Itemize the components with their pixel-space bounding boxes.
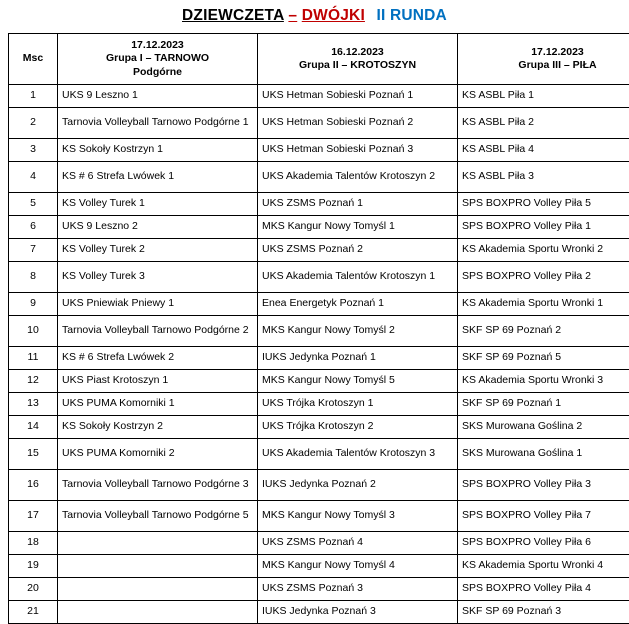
- team-cell-group-1: [58, 601, 258, 624]
- team-cell-group-2: Enea Energetyk Poznań 1: [258, 293, 458, 316]
- team-cell-group-1: Tarnovia Volleyball Tarnowo Podgórne 2: [58, 316, 258, 347]
- team-cell-group-3: SPS BOXPRO Volley Piła 7: [458, 501, 629, 532]
- groups-table: [8, 33, 629, 624]
- table-row: [9, 370, 629, 393]
- row-position: 5: [9, 193, 58, 216]
- team-cell-group-1: Tarnovia Volleyball Tarnowo Podgórne 1: [58, 108, 258, 139]
- title-format: DWÓJKI: [302, 7, 365, 24]
- group-1-date: 17.12.2023: [62, 39, 253, 52]
- team-cell-group-3: KS Akademia Sportu Wronki 2: [458, 239, 629, 262]
- group-3-name: Grupa III – PIŁA: [462, 59, 629, 72]
- table-row: [9, 193, 629, 216]
- group-2-name: Grupa II – KROTOSZYN: [262, 59, 453, 72]
- column-header-group-3: [458, 34, 629, 85]
- team-cell-group-3: SPS BOXPRO Volley Piła 5: [458, 193, 629, 216]
- title-category: DZIEWCZETA: [182, 7, 284, 24]
- team-cell-group-1: [58, 578, 258, 601]
- team-cell-group-2: UKS ZSMS Poznań 1: [258, 193, 458, 216]
- table-row: [9, 555, 629, 578]
- team-cell-group-3: SPS BOXPRO Volley Piła 3: [458, 470, 629, 501]
- column-header-group-1: [58, 34, 258, 85]
- team-cell-group-3: KS Akademia Sportu Wronki 3: [458, 370, 629, 393]
- table-row: [9, 416, 629, 439]
- team-cell-group-2: UKS ZSMS Poznań 3: [258, 578, 458, 601]
- team-cell-group-3: SKF SP 69 Poznań 1: [458, 393, 629, 416]
- team-cell-group-3: KS ASBL Piła 2: [458, 108, 629, 139]
- row-position: 17: [9, 501, 58, 532]
- team-cell-group-1: UKS PUMA Komorniki 2: [58, 439, 258, 470]
- team-cell-group-3: KS Akademia Sportu Wronki 1: [458, 293, 629, 316]
- row-position: 6: [9, 216, 58, 239]
- team-cell-group-3: KS ASBL Piła 4: [458, 139, 629, 162]
- team-cell-group-1: [58, 532, 258, 555]
- title-dash: –: [288, 7, 297, 24]
- column-header-group-2: [258, 34, 458, 85]
- team-cell-group-2: IUKS Jedynka Poznań 3: [258, 601, 458, 624]
- team-cell-group-3: SKF SP 69 Poznań 2: [458, 316, 629, 347]
- table-body: [9, 85, 629, 624]
- table-head: [9, 34, 629, 85]
- row-position: 11: [9, 347, 58, 370]
- group-1-name: Grupa I – TARNOWO: [62, 52, 253, 65]
- group-2-date: 16.12.2023: [262, 46, 453, 59]
- team-cell-group-1: UKS 9 Leszno 2: [58, 216, 258, 239]
- team-cell-group-2: MKS Kangur Nowy Tomyśl 4: [258, 555, 458, 578]
- team-cell-group-3: KS ASBL Piła 1: [458, 85, 629, 108]
- team-cell-group-1: UKS Piast Krotoszyn 1: [58, 370, 258, 393]
- table-row: [9, 239, 629, 262]
- team-cell-group-1: UKS 9 Leszno 1: [58, 85, 258, 108]
- row-position: 10: [9, 316, 58, 347]
- team-cell-group-2: UKS Trójka Krotoszyn 2: [258, 416, 458, 439]
- row-position: 3: [9, 139, 58, 162]
- table-row: [9, 470, 629, 501]
- table-row: [9, 601, 629, 624]
- team-cell-group-1: UKS Pniewiak Pniewy 1: [58, 293, 258, 316]
- row-position: 15: [9, 439, 58, 470]
- row-position: 20: [9, 578, 58, 601]
- table-row: [9, 262, 629, 293]
- team-cell-group-3: SKF SP 69 Poznań 3: [458, 601, 629, 624]
- team-cell-group-2: IUKS Jedynka Poznań 1: [258, 347, 458, 370]
- team-cell-group-1: Tarnovia Volleyball Tarnowo Podgórne 3: [58, 470, 258, 501]
- table-header-row: [9, 34, 629, 85]
- team-cell-group-2: MKS Kangur Nowy Tomyśl 2: [258, 316, 458, 347]
- row-position: 9: [9, 293, 58, 316]
- team-cell-group-2: UKS Trójka Krotoszyn 1: [258, 393, 458, 416]
- team-cell-group-2: UKS Hetman Sobieski Poznań 3: [258, 139, 458, 162]
- row-position: 13: [9, 393, 58, 416]
- team-cell-group-1: KS Sokoły Kostrzyn 1: [58, 139, 258, 162]
- row-position: 12: [9, 370, 58, 393]
- table-row: [9, 578, 629, 601]
- row-position: 21: [9, 601, 58, 624]
- team-cell-group-2: UKS Akademia Talentów Krotoszyn 2: [258, 162, 458, 193]
- row-position: 7: [9, 239, 58, 262]
- team-cell-group-2: UKS Akademia Talentów Krotoszyn 1: [258, 262, 458, 293]
- row-position: 1: [9, 85, 58, 108]
- table-row: [9, 439, 629, 470]
- table-row: [9, 85, 629, 108]
- team-cell-group-1: [58, 555, 258, 578]
- team-cell-group-3: SPS BOXPRO Volley Piła 6: [458, 532, 629, 555]
- table-row: [9, 532, 629, 555]
- team-cell-group-3: SKS Murowana Goślina 1: [458, 439, 629, 470]
- team-cell-group-3: SPS BOXPRO Volley Piła 2: [458, 262, 629, 293]
- table-row: [9, 347, 629, 370]
- team-cell-group-1: KS Volley Turek 3: [58, 262, 258, 293]
- team-cell-group-2: MKS Kangur Nowy Tomyśl 1: [258, 216, 458, 239]
- team-cell-group-2: UKS Akademia Talentów Krotoszyn 3: [258, 439, 458, 470]
- row-position: 8: [9, 262, 58, 293]
- row-position: 18: [9, 532, 58, 555]
- team-cell-group-2: UKS ZSMS Poznań 2: [258, 239, 458, 262]
- group-3-date: 17.12.2023: [462, 46, 629, 59]
- team-cell-group-1: KS Sokoły Kostrzyn 2: [58, 416, 258, 439]
- row-position: 4: [9, 162, 58, 193]
- team-cell-group-2: UKS Hetman Sobieski Poznań 2: [258, 108, 458, 139]
- row-position: 19: [9, 555, 58, 578]
- page-title: [0, 0, 629, 33]
- team-cell-group-1: KS Volley Turek 1: [58, 193, 258, 216]
- team-cell-group-1: KS # 6 Strefa Lwówek 1: [58, 162, 258, 193]
- team-cell-group-3: KS Akademia Sportu Wronki 4: [458, 555, 629, 578]
- table-row: [9, 162, 629, 193]
- row-position: 14: [9, 416, 58, 439]
- team-cell-group-2: UKS Hetman Sobieski Poznań 1: [258, 85, 458, 108]
- title-round: II RUNDA: [376, 7, 447, 24]
- table-row: [9, 293, 629, 316]
- team-cell-group-1: KS # 6 Strefa Lwówek 2: [58, 347, 258, 370]
- team-cell-group-1: UKS PUMA Komorniki 1: [58, 393, 258, 416]
- team-cell-group-1: Tarnovia Volleyball Tarnowo Podgórne 5: [58, 501, 258, 532]
- team-cell-group-3: SKF SP 69 Poznań 5: [458, 347, 629, 370]
- table-row: [9, 316, 629, 347]
- team-cell-group-3: SKS Murowana Goślina 2: [458, 416, 629, 439]
- table-row: [9, 108, 629, 139]
- table-row: [9, 501, 629, 532]
- team-cell-group-2: MKS Kangur Nowy Tomyśl 3: [258, 501, 458, 532]
- team-cell-group-3: KS ASBL Piła 3: [458, 162, 629, 193]
- group-1-name-2: Podgórne: [62, 66, 253, 79]
- row-position: 16: [9, 470, 58, 501]
- row-position: 2: [9, 108, 58, 139]
- column-header-msc: Msc: [9, 34, 58, 85]
- team-cell-group-3: SPS BOXPRO Volley Piła 4: [458, 578, 629, 601]
- table-row: [9, 139, 629, 162]
- table-row: [9, 393, 629, 416]
- team-cell-group-1: KS Volley Turek 2: [58, 239, 258, 262]
- team-cell-group-2: MKS Kangur Nowy Tomyśl 5: [258, 370, 458, 393]
- team-cell-group-3: SPS BOXPRO Volley Piła 1: [458, 216, 629, 239]
- team-cell-group-2: UKS ZSMS Poznań 4: [258, 532, 458, 555]
- table-row: [9, 216, 629, 239]
- team-cell-group-2: IUKS Jedynka Poznań 2: [258, 470, 458, 501]
